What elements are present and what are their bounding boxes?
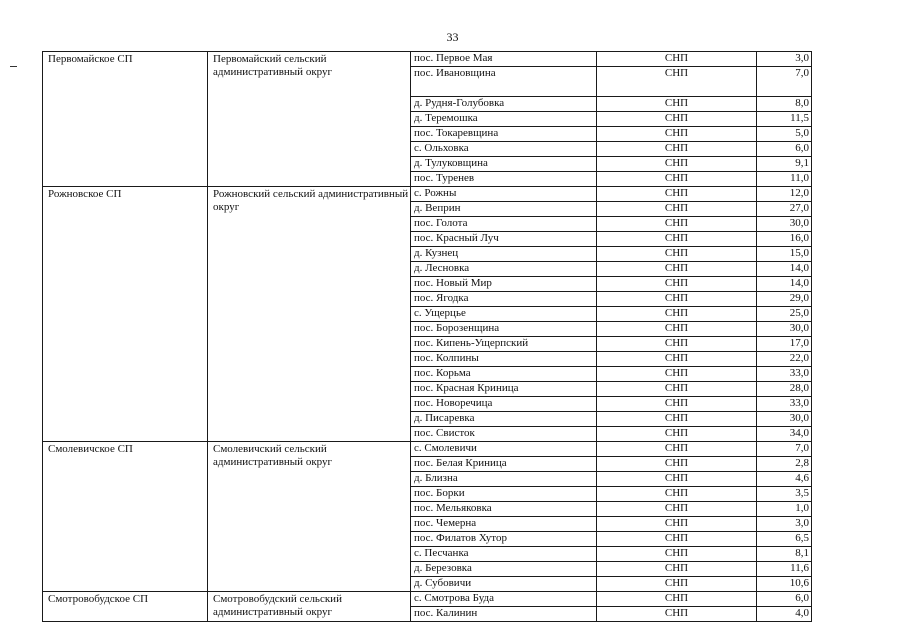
settlement-name-cell: пос. Красный Луч: [411, 232, 597, 247]
settlement-name-cell: пос. Белая Криница: [411, 457, 597, 472]
distance-value-cell: 6,0: [757, 592, 812, 607]
distance-value-cell: 4,0: [757, 607, 812, 622]
table-row: [43, 592, 812, 607]
settlement-name-cell: с. Смолевичи: [411, 442, 597, 457]
distance-value-cell: 28,0: [757, 382, 812, 397]
distance-value-cell: 14,0: [757, 277, 812, 292]
settlement-name-cell: д. Теремошка: [411, 112, 597, 127]
settlement-type-cell: СНП: [597, 472, 757, 487]
settlement-name-cell: пос. Филатов Хутор: [411, 532, 597, 547]
settlement-type-cell: СНП: [597, 157, 757, 172]
settlement-type-cell: СНП: [597, 337, 757, 352]
settlement-type-cell: СНП: [597, 307, 757, 322]
distance-value-cell: 10,6: [757, 577, 812, 592]
settlement-name-cell: д. Тулуковщина: [411, 157, 597, 172]
settlement-type-cell: СНП: [597, 562, 757, 577]
settlement-name-cell: д. Березовка: [411, 562, 597, 577]
settlement-name-cell: пос. Кипень-Ущерпский: [411, 337, 597, 352]
margin-mark: [10, 66, 17, 67]
settlement-council-cell: Первомайское СП: [43, 52, 208, 187]
settlement-type-cell: СНП: [597, 232, 757, 247]
distance-value-cell: 1,0: [757, 502, 812, 517]
settlement-type-cell: СНП: [597, 487, 757, 502]
settlement-name-cell: с. Ольховка: [411, 142, 597, 157]
distance-value-cell: 33,0: [757, 367, 812, 382]
settlement-name-cell: с. Ущерцье: [411, 307, 597, 322]
distance-value-cell: 11,6: [757, 562, 812, 577]
settlement-council-cell: Смолевичское СП: [43, 442, 208, 592]
distance-value-cell: 8,1: [757, 547, 812, 562]
distance-value-cell: 22,0: [757, 352, 812, 367]
settlement-type-cell: СНП: [597, 502, 757, 517]
settlement-type-cell: СНП: [597, 247, 757, 262]
distance-value-cell: 25,0: [757, 307, 812, 322]
distance-value-cell: 11,0: [757, 172, 812, 187]
distance-value-cell: 34,0: [757, 427, 812, 442]
settlement-type-cell: СНП: [597, 202, 757, 217]
settlement-type-cell: СНП: [597, 277, 757, 292]
settlement-type-cell: СНП: [597, 262, 757, 277]
settlement-type-cell: СНП: [597, 547, 757, 562]
distance-value-cell: 30,0: [757, 217, 812, 232]
distance-value-cell: 30,0: [757, 412, 812, 427]
distance-value-cell: 6,0: [757, 142, 812, 157]
settlement-type-cell: СНП: [597, 67, 757, 97]
settlement-name-cell: д. Лесновка: [411, 262, 597, 277]
page-number: 33: [446, 30, 459, 44]
table-row: [43, 187, 812, 202]
settlement-name-cell: пос. Голота: [411, 217, 597, 232]
settlement-type-cell: СНП: [597, 427, 757, 442]
distance-value-cell: 14,0: [757, 262, 812, 277]
settlement-type-cell: СНП: [597, 352, 757, 367]
settlement-type-cell: СНП: [597, 112, 757, 127]
table-row: [43, 52, 812, 67]
distance-value-cell: 12,0: [757, 187, 812, 202]
settlement-name-cell: пос. Калинин: [411, 607, 597, 622]
distance-value-cell: 11,5: [757, 112, 812, 127]
distance-value-cell: 29,0: [757, 292, 812, 307]
settlement-name-cell: д. Рудня-Голубовка: [411, 97, 597, 112]
settlement-type-cell: СНП: [597, 217, 757, 232]
settlements-table: [42, 51, 812, 622]
settlement-name-cell: д. Субовичи: [411, 577, 597, 592]
settlement-name-cell: пос. Ивановщина: [411, 67, 597, 97]
distance-value-cell: 3,0: [757, 517, 812, 532]
settlement-name-cell: пос. Токаревщина: [411, 127, 597, 142]
settlement-name-cell: пос. Первое Мая: [411, 52, 597, 67]
settlement-name-cell: пос. Туренев: [411, 172, 597, 187]
settlement-name-cell: пос. Борки: [411, 487, 597, 502]
settlement-name-cell: с. Песчанка: [411, 547, 597, 562]
settlement-type-cell: СНП: [597, 367, 757, 382]
settlement-name-cell: пос. Свисток: [411, 427, 597, 442]
distance-value-cell: 30,0: [757, 322, 812, 337]
settlement-council-cell: Смотровобудское СП: [43, 592, 208, 622]
distance-value-cell: 9,1: [757, 157, 812, 172]
settlement-type-cell: СНП: [597, 397, 757, 412]
settlement-name-cell: с. Смотрова Буда: [411, 592, 597, 607]
distance-value-cell: 6,5: [757, 532, 812, 547]
settlement-name-cell: пос. Новоречица: [411, 397, 597, 412]
administrative-district-cell: Рожновский сельский административный округ: [208, 187, 411, 442]
settlement-council-cell: Рожновское СП: [43, 187, 208, 442]
settlement-name-cell: д. Веприн: [411, 202, 597, 217]
settlement-type-cell: СНП: [597, 457, 757, 472]
distance-value-cell: 3,5: [757, 487, 812, 502]
settlement-type-cell: СНП: [597, 172, 757, 187]
distance-value-cell: 15,0: [757, 247, 812, 262]
settlement-name-cell: д. Близна: [411, 472, 597, 487]
distance-value-cell: 27,0: [757, 202, 812, 217]
settlement-name-cell: д. Кузнец: [411, 247, 597, 262]
administrative-district-cell: Смолевичский сельский административный округ: [208, 442, 411, 592]
settlement-type-cell: СНП: [597, 292, 757, 307]
settlement-type-cell: СНП: [597, 52, 757, 67]
distance-value-cell: 2,8: [757, 457, 812, 472]
settlement-name-cell: с. Рожны: [411, 187, 597, 202]
settlement-type-cell: СНП: [597, 592, 757, 607]
settlement-type-cell: СНП: [597, 607, 757, 622]
administrative-district-cell: Первомайский сельский административный округ: [208, 52, 411, 187]
distance-value-cell: 3,0: [757, 52, 812, 67]
distance-value-cell: 17,0: [757, 337, 812, 352]
settlements-table-body: [43, 52, 812, 622]
settlement-type-cell: СНП: [597, 187, 757, 202]
settlement-type-cell: СНП: [597, 577, 757, 592]
settlement-name-cell: пос. Борозенщина: [411, 322, 597, 337]
settlement-type-cell: СНП: [597, 517, 757, 532]
settlement-name-cell: пос. Корьма: [411, 367, 597, 382]
settlement-name-cell: д. Писаревка: [411, 412, 597, 427]
distance-value-cell: 33,0: [757, 397, 812, 412]
settlement-type-cell: СНП: [597, 412, 757, 427]
settlement-type-cell: СНП: [597, 142, 757, 157]
settlement-type-cell: СНП: [597, 322, 757, 337]
distance-value-cell: 7,0: [757, 67, 812, 97]
table-row: [43, 442, 812, 457]
settlement-name-cell: пос. Красная Криница: [411, 382, 597, 397]
administrative-district-cell: Смотровобудский сельский административный округ: [208, 592, 411, 622]
settlement-name-cell: пос. Чемерна: [411, 517, 597, 532]
settlement-name-cell: пос. Колпины: [411, 352, 597, 367]
distance-value-cell: 5,0: [757, 127, 812, 142]
settlement-type-cell: СНП: [597, 97, 757, 112]
settlement-type-cell: СНП: [597, 442, 757, 457]
settlement-name-cell: пос. Мельяковка: [411, 502, 597, 517]
distance-value-cell: 4,6: [757, 472, 812, 487]
distance-value-cell: 16,0: [757, 232, 812, 247]
distance-value-cell: 8,0: [757, 97, 812, 112]
settlement-type-cell: СНП: [597, 382, 757, 397]
settlement-name-cell: пос. Новый Мир: [411, 277, 597, 292]
settlement-type-cell: СНП: [597, 127, 757, 142]
settlement-name-cell: пос. Ягодка: [411, 292, 597, 307]
distance-value-cell: 7,0: [757, 442, 812, 457]
settlement-type-cell: СНП: [597, 532, 757, 547]
